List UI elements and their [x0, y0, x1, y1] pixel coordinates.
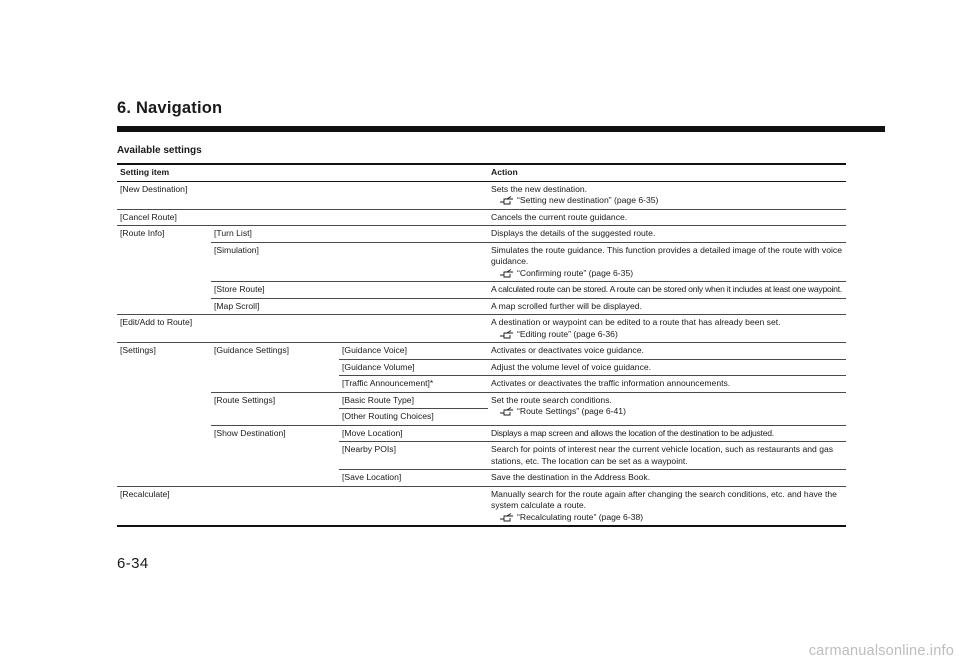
table-header-row — [117, 164, 846, 181]
option-item: [Save Location] — [339, 470, 488, 487]
sub-setting-item: [Show Destination] — [211, 425, 339, 486]
page-reference[interactable] — [491, 329, 843, 341]
action-text: Displays the details of the suggested route. — [488, 226, 846, 243]
table-row — [117, 209, 846, 226]
action-cell — [488, 392, 846, 425]
action-text: Cancels the current route guidance. — [488, 209, 846, 226]
action-text: A destination or waypoint can be edited to a route that has already been set. — [491, 317, 781, 327]
action-text: Sets the new destination. — [491, 183, 588, 194]
page-number: 6-34 — [117, 555, 149, 572]
table-row — [117, 343, 846, 360]
setting-item: [Recalculate] — [117, 486, 488, 526]
action-cell — [488, 486, 846, 526]
settings-table — [117, 163, 846, 527]
table-row — [117, 298, 846, 315]
page-reference[interactable] — [491, 406, 843, 418]
sub-setting-item: [Store Route] — [211, 282, 488, 299]
action-text: A calculated route can be stored. A route can be stored only when it includes at least one waypoint. — [488, 282, 846, 299]
watermark: carmanualsonline.info — [808, 643, 954, 659]
option-item: [Move Location] — [339, 425, 488, 442]
chapter-rule — [117, 126, 885, 132]
pointing-hand-icon — [499, 195, 515, 206]
action-text: Adjust the volume level of voice guidance. — [488, 359, 846, 376]
pointing-hand-icon — [499, 512, 515, 523]
action-text: Set the route search conditions. — [491, 394, 612, 405]
table-row — [117, 315, 846, 343]
action-cell — [488, 242, 846, 282]
action-cell — [488, 315, 846, 343]
sub-setting-item: [Turn List] — [211, 226, 488, 243]
sub-setting-item: [Simulation] — [211, 242, 488, 282]
chapter-title: 6. Navigation — [117, 99, 223, 117]
sub-setting-item: [Map Scroll] — [211, 298, 488, 315]
action-text: Activates or deactivates voice guidance. — [488, 343, 846, 360]
option-item: [Basic Route Type] — [339, 392, 488, 409]
pointing-hand-icon — [499, 406, 515, 417]
page-reference[interactable] — [491, 512, 843, 524]
table-row — [117, 226, 846, 243]
page-reference-text: “Recalculating route” (page 6-38) — [517, 511, 644, 522]
action-text: Displays a map screen and allows the location of the destination to be adjusted. — [488, 425, 846, 442]
option-item: [Traffic Announcement]* — [339, 376, 488, 393]
action-text: Manually search for the route again after changing the search conditions, etc. and have the system calculate a route. — [491, 488, 837, 510]
action-text: Search for points of interest near the current vehicle location, such as restaurants and gas stations, etc. The location can be set as a waypoint. — [488, 442, 846, 470]
action-text: Activates or deactivates the traffic information announcements. — [488, 376, 846, 393]
section-title: Available settings — [117, 145, 202, 156]
setting-item: [Settings] — [117, 343, 211, 487]
action-text: Save the destination in the Address Book. — [488, 470, 846, 487]
page-reference[interactable] — [491, 268, 843, 280]
action-text: Simulates the route guidance. This function provides a detailed image of the route with voice guidance. — [491, 244, 842, 266]
header-setting-item: Setting item — [117, 164, 488, 181]
setting-item: [Edit/Add to Route] — [117, 315, 488, 343]
pointing-hand-icon — [499, 268, 515, 279]
table-row — [117, 242, 846, 282]
action-cell — [488, 181, 846, 209]
table-row — [117, 425, 846, 442]
page-reference-text: “Editing route” (page 6-36) — [517, 328, 618, 339]
option-item: [Nearby POIs] — [339, 442, 488, 470]
table-row — [117, 181, 846, 209]
option-item: [Other Routing Choices] — [339, 409, 488, 426]
table-row — [117, 486, 846, 526]
setting-item: [Route Info] — [117, 226, 211, 315]
page-reference[interactable] — [491, 195, 843, 207]
header-action: Action — [488, 164, 846, 181]
pointing-hand-icon — [499, 329, 515, 340]
sub-setting-item: [Route Settings] — [211, 392, 339, 425]
sub-setting-item: [Guidance Settings] — [211, 343, 339, 393]
page-reference-text: “Confirming route” (page 6-35) — [517, 267, 634, 278]
setting-item: [Cancel Route] — [117, 209, 488, 226]
option-item: [Guidance Voice] — [339, 343, 488, 360]
option-item: [Guidance Volume] — [339, 359, 488, 376]
setting-item: [New Destination] — [120, 183, 188, 194]
page-reference-text: “Setting new destination” (page 6-35) — [517, 195, 659, 205]
page-reference-text: “Route Settings” (page 6-41) — [517, 406, 626, 416]
table-row — [117, 282, 846, 299]
action-text: A map scrolled further will be displayed. — [488, 298, 846, 315]
table-row — [117, 392, 846, 409]
